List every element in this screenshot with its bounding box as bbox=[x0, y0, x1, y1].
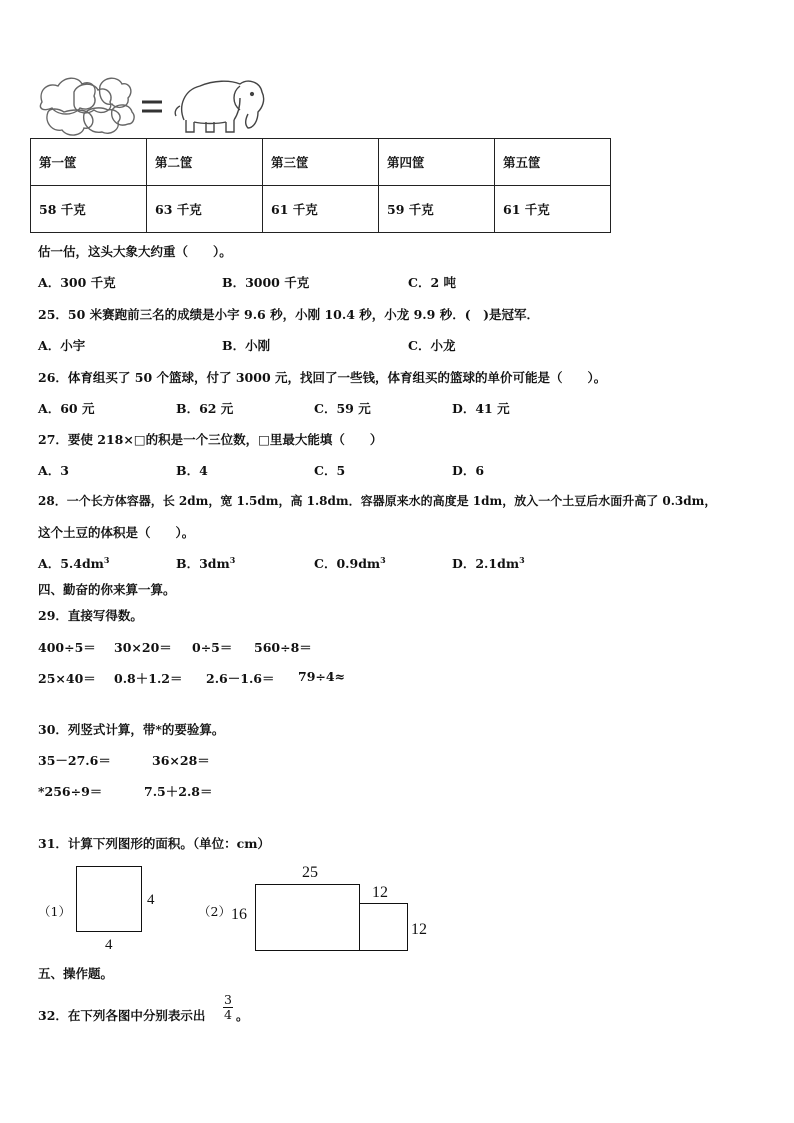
question-27-text: 27．要使 218×□的积是一个三位数，□里最大能填（ ） bbox=[38, 432, 383, 447]
q30-item: 7.5＋2.8＝ bbox=[144, 784, 213, 799]
q25-option-a: A．小宇 bbox=[38, 338, 86, 353]
q26-option-b: B．62 元 bbox=[176, 401, 234, 416]
q25-option-b: B．小刚 bbox=[222, 338, 271, 353]
figure-2-label: （2） bbox=[198, 904, 231, 919]
q29-item: 79÷4≈ bbox=[298, 669, 346, 684]
table-cell: 第五筐 bbox=[495, 139, 611, 186]
table-cell: 第一筐 bbox=[31, 139, 147, 186]
fraction-three-quarters bbox=[222, 993, 234, 1022]
question-32-suffix: 。 bbox=[236, 1008, 249, 1023]
q29-item: 0.8＋1.2＝ bbox=[114, 671, 183, 686]
q24-option-c: C．2 吨 bbox=[408, 275, 456, 290]
figure-2-small-square bbox=[359, 903, 408, 951]
q28-option-c: C．$0.9dm^3$ bbox=[314, 554, 386, 571]
table-cell: 第二筐 bbox=[147, 139, 263, 186]
q29-item: 400÷5＝ bbox=[38, 640, 96, 655]
figure-1-side-right: 4 bbox=[147, 892, 155, 908]
table-cell: 第三筐 bbox=[263, 139, 379, 186]
q29-item: 560÷8＝ bbox=[254, 640, 312, 655]
q30-item: *256÷9＝ bbox=[38, 784, 103, 799]
figure-2-small-top: 12 bbox=[372, 884, 388, 901]
section-4-heading: 四、勤奋的你来算一算。 bbox=[38, 582, 176, 597]
figure-2-large-rectangle bbox=[255, 884, 360, 951]
q29-item: 25×40＝ bbox=[38, 671, 96, 686]
weights-table bbox=[30, 138, 611, 233]
stones-equals-elephant-illustration bbox=[34, 62, 274, 142]
q28-option-d: D．$2.1dm^3$ bbox=[452, 554, 525, 571]
q30-item: 36×28＝ bbox=[152, 753, 210, 768]
figure-1-side-bottom: 4 bbox=[105, 937, 113, 953]
question-32-text: 32．在下列各图中分别表示出 bbox=[38, 1008, 206, 1023]
table-cell: 61 千克 bbox=[263, 186, 379, 233]
table-header-row bbox=[31, 139, 611, 186]
table-cell: 58 千克 bbox=[31, 186, 147, 233]
q24-option-b: B．3000 千克 bbox=[222, 275, 310, 290]
table-cell: 第四筐 bbox=[379, 139, 495, 186]
table-row bbox=[31, 186, 611, 233]
question-28-line-2: 这个土豆的体积是（ ）。 bbox=[38, 525, 195, 540]
q26-option-c: C．59 元 bbox=[314, 401, 371, 416]
q27-option-b: B．4 bbox=[176, 463, 208, 478]
question-30-title: 30．列竖式计算，带*的要验算。 bbox=[38, 722, 225, 737]
q29-item: 2.6－1.6＝ bbox=[206, 671, 275, 686]
fraction-denominator: 4 bbox=[224, 1007, 232, 1022]
q28-option-a: A．$5.4dm^3$ bbox=[38, 554, 110, 571]
q28-option-b: B．$3dm^3$ bbox=[176, 554, 236, 571]
q27-option-a: A．3 bbox=[38, 463, 69, 478]
q30-item: 35－27.6＝ bbox=[38, 753, 111, 768]
q24-option-a: A．300 千克 bbox=[38, 275, 116, 290]
q27-option-c: C．5 bbox=[314, 463, 346, 478]
figure-1-label: （1） bbox=[38, 904, 71, 919]
question-28-line-1: 28．一个长方体容器，长 2dm，宽 1.5dm，高 1.8dm．容器原来水的高度是 1dm，放入一个土豆后水面升高了 0.3dm， bbox=[38, 494, 717, 508]
question-29-title: 29．直接写得数。 bbox=[38, 608, 143, 623]
figure-2-left-height: 16 bbox=[231, 906, 247, 923]
figure-2-small-right: 12 bbox=[411, 921, 427, 938]
figure-2-top-length: 25 bbox=[302, 864, 318, 881]
question-25-text: 25．50 米赛跑前三名的成绩是小宇 9.6 秒，小刚 10.4 秒，小龙 9.9 秒．( )是冠军． bbox=[38, 307, 540, 322]
figure-1-square bbox=[76, 866, 142, 932]
q26-option-a: A．60 元 bbox=[38, 401, 95, 416]
q25-option-c: C．小龙 bbox=[408, 338, 456, 353]
q29-item: 30×20＝ bbox=[114, 640, 172, 655]
table-cell: 59 千克 bbox=[379, 186, 495, 233]
table-cell: 61 千克 bbox=[495, 186, 611, 233]
q26-option-d: D．41 元 bbox=[452, 401, 510, 416]
question-26-text: 26．体育组买了 50 个篮球，付了 3000 元，找回了一些钱，体育组买的篮球的单价可能是（ ）。 bbox=[38, 370, 607, 385]
q27-option-d: D．6 bbox=[452, 463, 485, 478]
table-cell: 63 千克 bbox=[147, 186, 263, 233]
q29-item: 0÷5＝ bbox=[192, 640, 233, 655]
fraction-numerator: 3 bbox=[224, 992, 232, 1007]
question-31-title: 31．计算下列图形的面积。（单位：cm） bbox=[38, 836, 270, 851]
question-24-text: 估一估，这头大象大约重（ ）。 bbox=[38, 244, 232, 259]
section-5-heading: 五、操作题。 bbox=[38, 966, 114, 981]
